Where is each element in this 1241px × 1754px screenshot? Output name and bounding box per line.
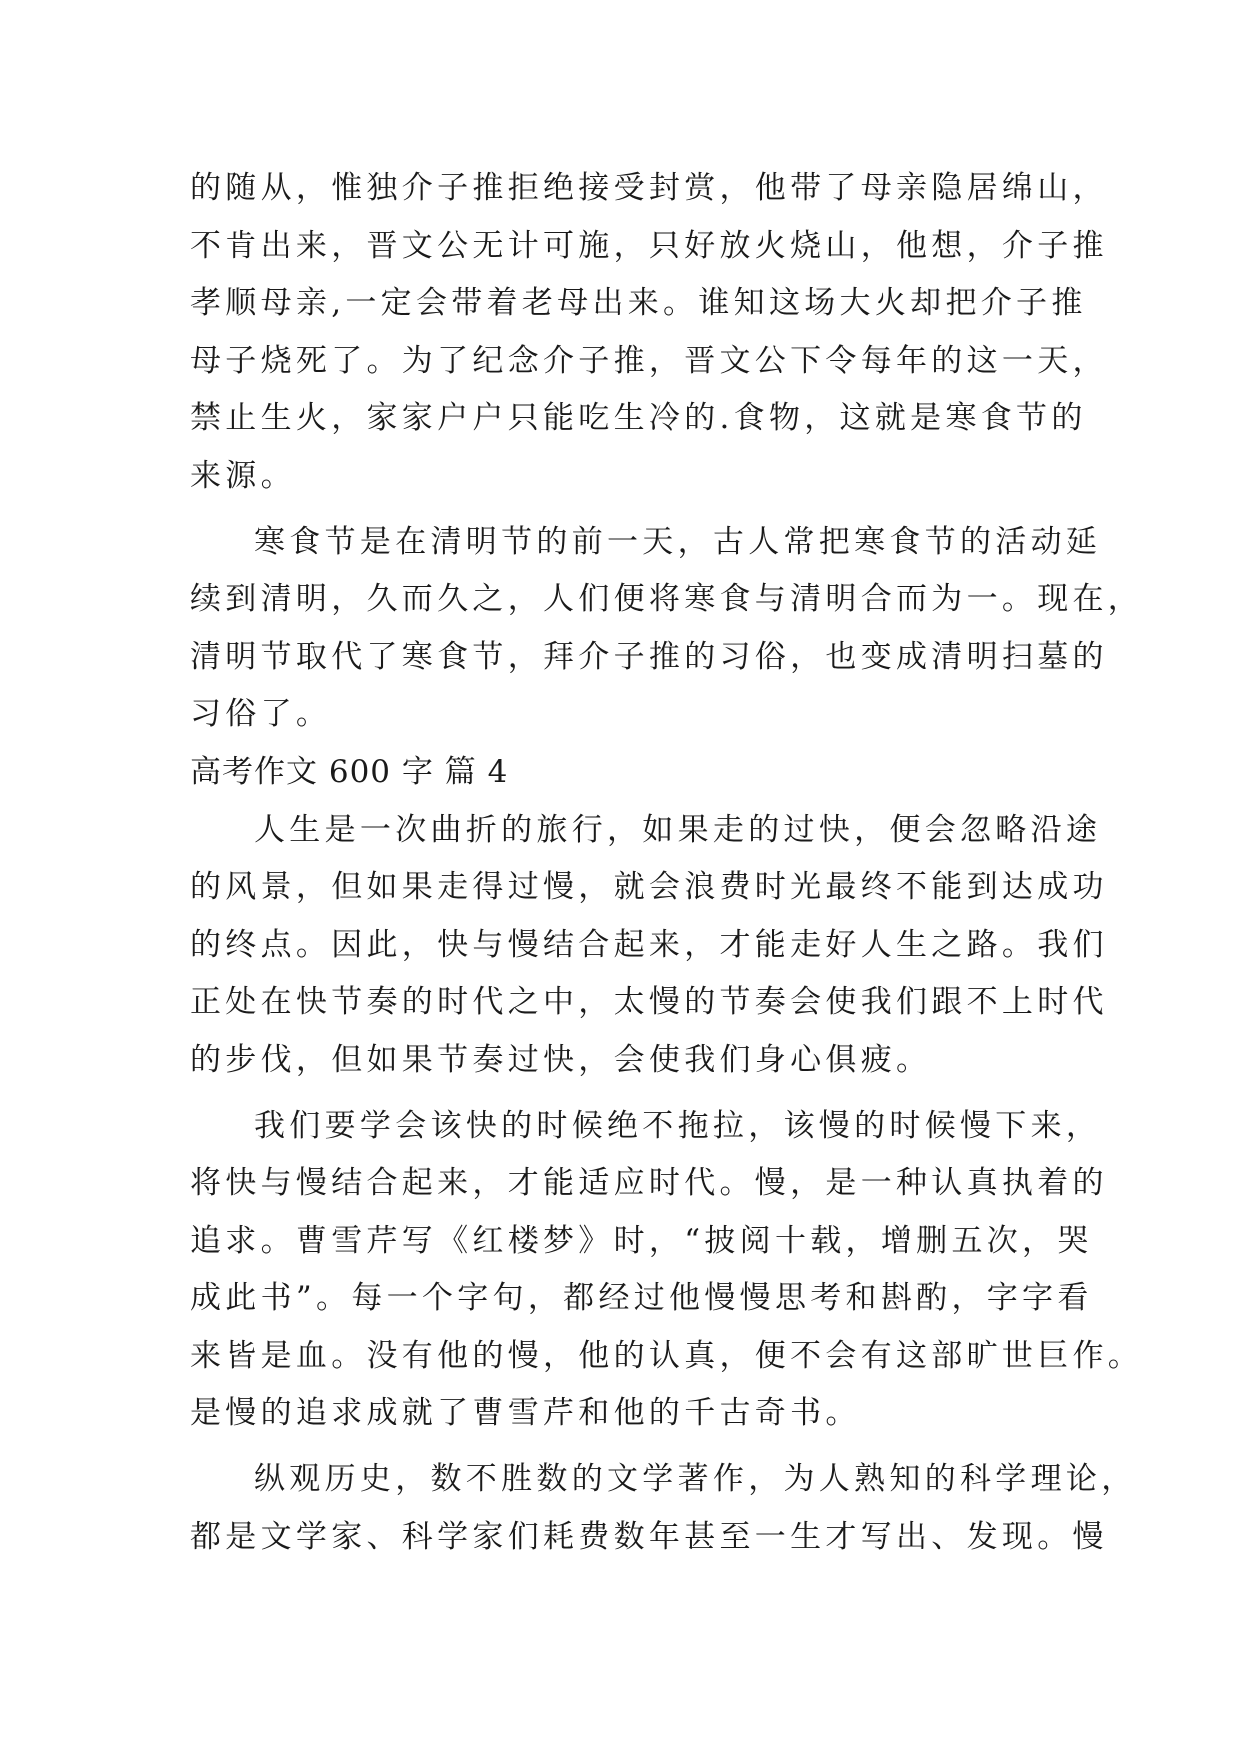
text-line: 母子烧死了。为了纪念介子推，晋文公下令每年的这一天， — [190, 342, 1108, 379]
text-line: 纵观历史，数不胜数的文学著作，为人熟知的科学理论， — [254, 1461, 1137, 1498]
text-line: 孝顺母亲,一定会带着老母出来。谁知这场大火却把介子推 — [190, 285, 1087, 322]
text-line: 成此书”。每一个字句，都经过他慢慢思考和斟酌，字字看 — [190, 1280, 1093, 1317]
text-line: 习俗了。 — [190, 696, 332, 733]
text-line: 清明节取代了寒食节，拜介子推的习俗，也变成清明扫墓的 — [190, 638, 1108, 675]
section-heading: 高考作文 600 字 篇 4 — [190, 753, 509, 790]
paragraph-gap — [190, 506, 1070, 514]
text-line: 正处在快节奏的时代之中，太慢的节奏会使我们跟不上时代 — [190, 984, 1108, 1021]
text-line: 的终点。因此，快与慢结合起来，才能走好人生之路。我们 — [190, 926, 1108, 963]
paragraph — [190, 802, 1108, 1090]
text-line: 寒食节是在清明节的前一天，古人常把寒食节的活动延 — [254, 523, 1102, 560]
text-line: 禁止生火，家家户户只能吃生冷的.食物，这就是寒食节的 — [190, 400, 1087, 437]
text-line: 是慢的追求成就了曹雪芹和他的千古奇书。 — [190, 1395, 861, 1432]
text-line: 都是文学家、科学家们耗费数年甚至一生才写出、发现。慢 — [190, 1518, 1108, 1555]
text-line: 的步伐，但如果节奏过快，会使我们身心俱疲。 — [190, 1041, 932, 1078]
text-line: 将快与慢结合起来，才能适应时代。慢，是一种认真执着的 — [190, 1165, 1108, 1202]
paragraph — [190, 1451, 1137, 1566]
text-line: 不肯出来，晋文公无计可施，只好放火烧山，他想，介子推 — [190, 227, 1108, 264]
text-line: 来皆是血。没有他的慢，他的认真，便不会有这部旷世巨作。 — [190, 1337, 1144, 1374]
text-line: 追求。曹雪芹写《红楼梦》时，“披阅十载，增删五次，哭 — [190, 1222, 1093, 1259]
paragraph-gap — [190, 1443, 1070, 1451]
paragraph — [190, 1098, 1144, 1444]
document-body — [190, 160, 1144, 1566]
text-line: 我们要学会该快的时候绝不拖拉，该慢的时候慢下来， — [254, 1107, 1102, 1144]
paragraph — [190, 514, 1144, 744]
text-line: 续到清明，久而久之，人们便将寒食与清明合而为一。现在， — [190, 581, 1144, 618]
paragraph-gap — [190, 1090, 1070, 1098]
text-line: 的随从，惟独介子推拒绝接受封赏，他带了母亲隐居绵山， — [190, 170, 1108, 206]
text-line: 人生是一次曲折的旅行，如果走的过快，便会忽略沿途 — [254, 811, 1102, 848]
paragraph — [190, 160, 1108, 506]
text-line: 的风景，但如果走得过慢，就会浪费时光最终不能到达成功 — [190, 869, 1108, 906]
text-line: 来源。 — [190, 457, 296, 494]
